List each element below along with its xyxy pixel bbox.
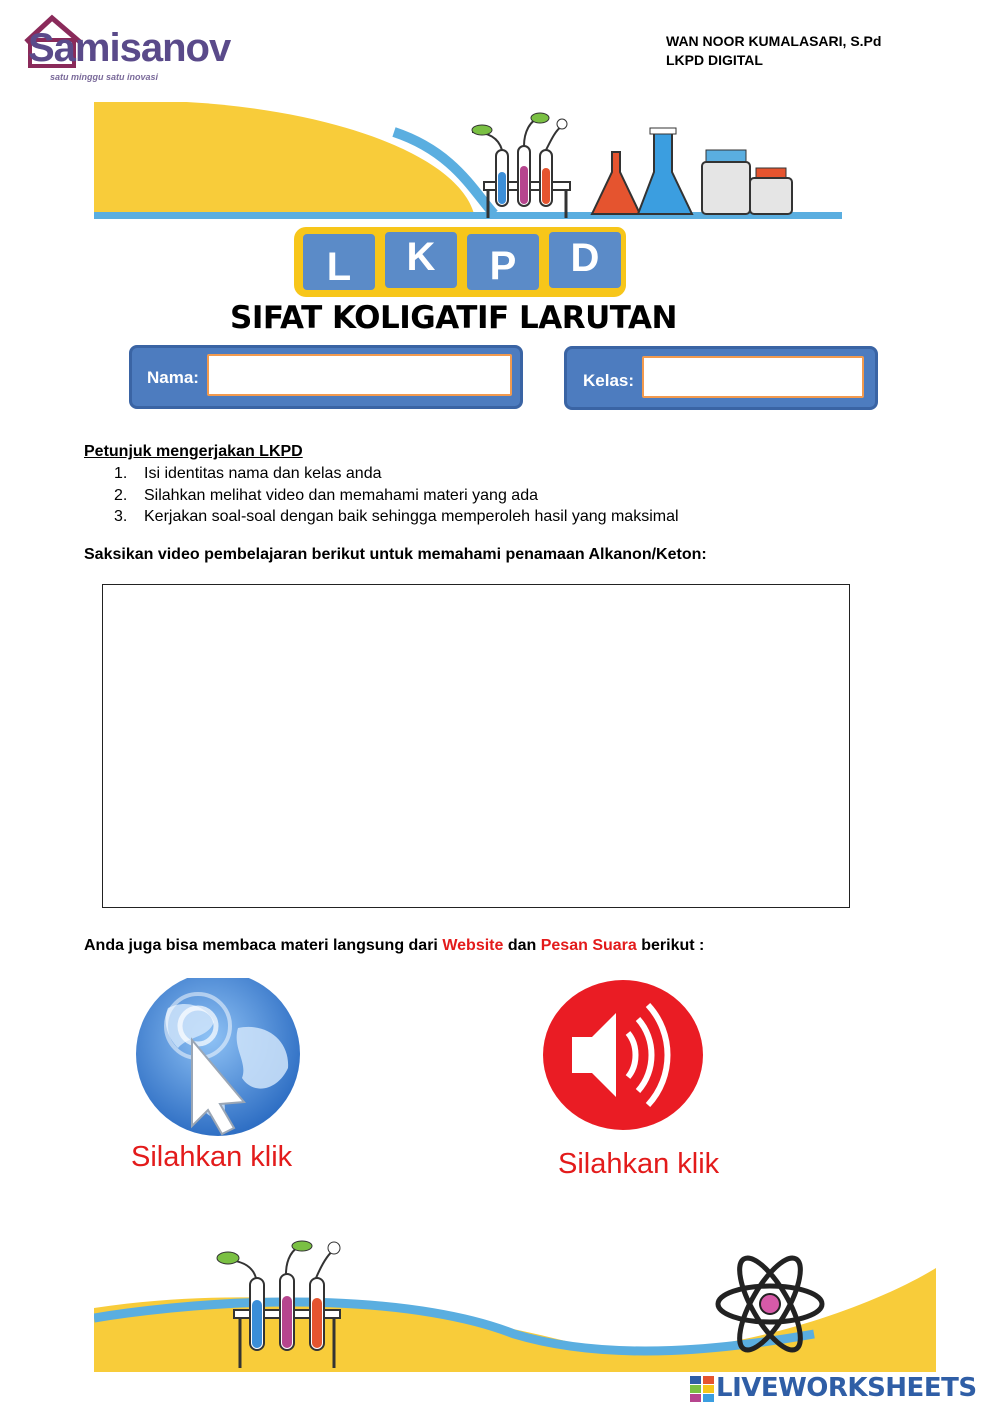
list-item: 1. Isi identitas nama dan kelas anda (114, 465, 382, 482)
tile-p: P (462, 229, 544, 295)
voice-link[interactable]: Silahkan klik (558, 1148, 720, 1180)
author-name: WAN NOOR KUMALASARI, S.Pd (666, 33, 882, 49)
logo-text: Samisanov (28, 26, 231, 70)
nama-box (129, 345, 523, 409)
bottles-icon (702, 150, 792, 214)
flask-red-icon (592, 152, 640, 214)
tile-k: K (380, 227, 462, 293)
list-item: 3. Kerjakan soal-soal dengan baik sehingga memperoleh hasil yang maksimal (114, 508, 679, 525)
bottom-banner-illustration (94, 1238, 936, 1372)
resources-text: Anda juga bisa membaca materi langsung dari Website dan Pesan Suara berikut : (84, 937, 705, 954)
liveworksheets-text: LIVEWORKSHEETS (716, 1373, 977, 1403)
tile-l: L (298, 229, 380, 295)
website-word: Website (442, 937, 504, 954)
logo-tagline: satu minggu satu inovasi (50, 72, 159, 82)
nama-input[interactable] (207, 354, 512, 396)
video-prompt: Saksikan video pembelajaran berikut untuk memahami penamaan Alkanon/Keton: (84, 546, 707, 563)
page-title: SIFAT KOLIGATIF LARUTAN (230, 300, 677, 336)
logo (22, 12, 231, 84)
kelas-box (564, 346, 878, 410)
website-link[interactable]: Silahkan klik (131, 1141, 293, 1173)
test-tubes-icon (472, 113, 570, 218)
lab-banner-illustration (94, 102, 842, 224)
nama-label: Nama: (147, 368, 199, 387)
speaker-icon[interactable] (542, 979, 704, 1131)
globe-cursor-icon[interactable] (128, 978, 304, 1136)
tile-d: D (544, 227, 626, 293)
video-player[interactable] (102, 584, 850, 908)
voice-word: Pesan Suara (540, 937, 637, 954)
liveworksheets-logo-icon (690, 1376, 714, 1402)
lkpd-tiles (294, 227, 626, 297)
flask-blue-icon (638, 128, 692, 214)
kelas-input[interactable] (642, 356, 864, 398)
liveworksheets-brand[interactable] (690, 1372, 990, 1406)
kelas-label: Kelas: (583, 371, 635, 390)
instructions-heading: Petunjuk mengerjakan LKPD (84, 443, 303, 460)
author-block (666, 32, 881, 70)
instructions-list (84, 463, 884, 528)
list-item: 2. Silahkan melihat video dan memahami materi yang ada (114, 486, 538, 504)
doc-type: LKPD DIGITAL (666, 52, 763, 68)
